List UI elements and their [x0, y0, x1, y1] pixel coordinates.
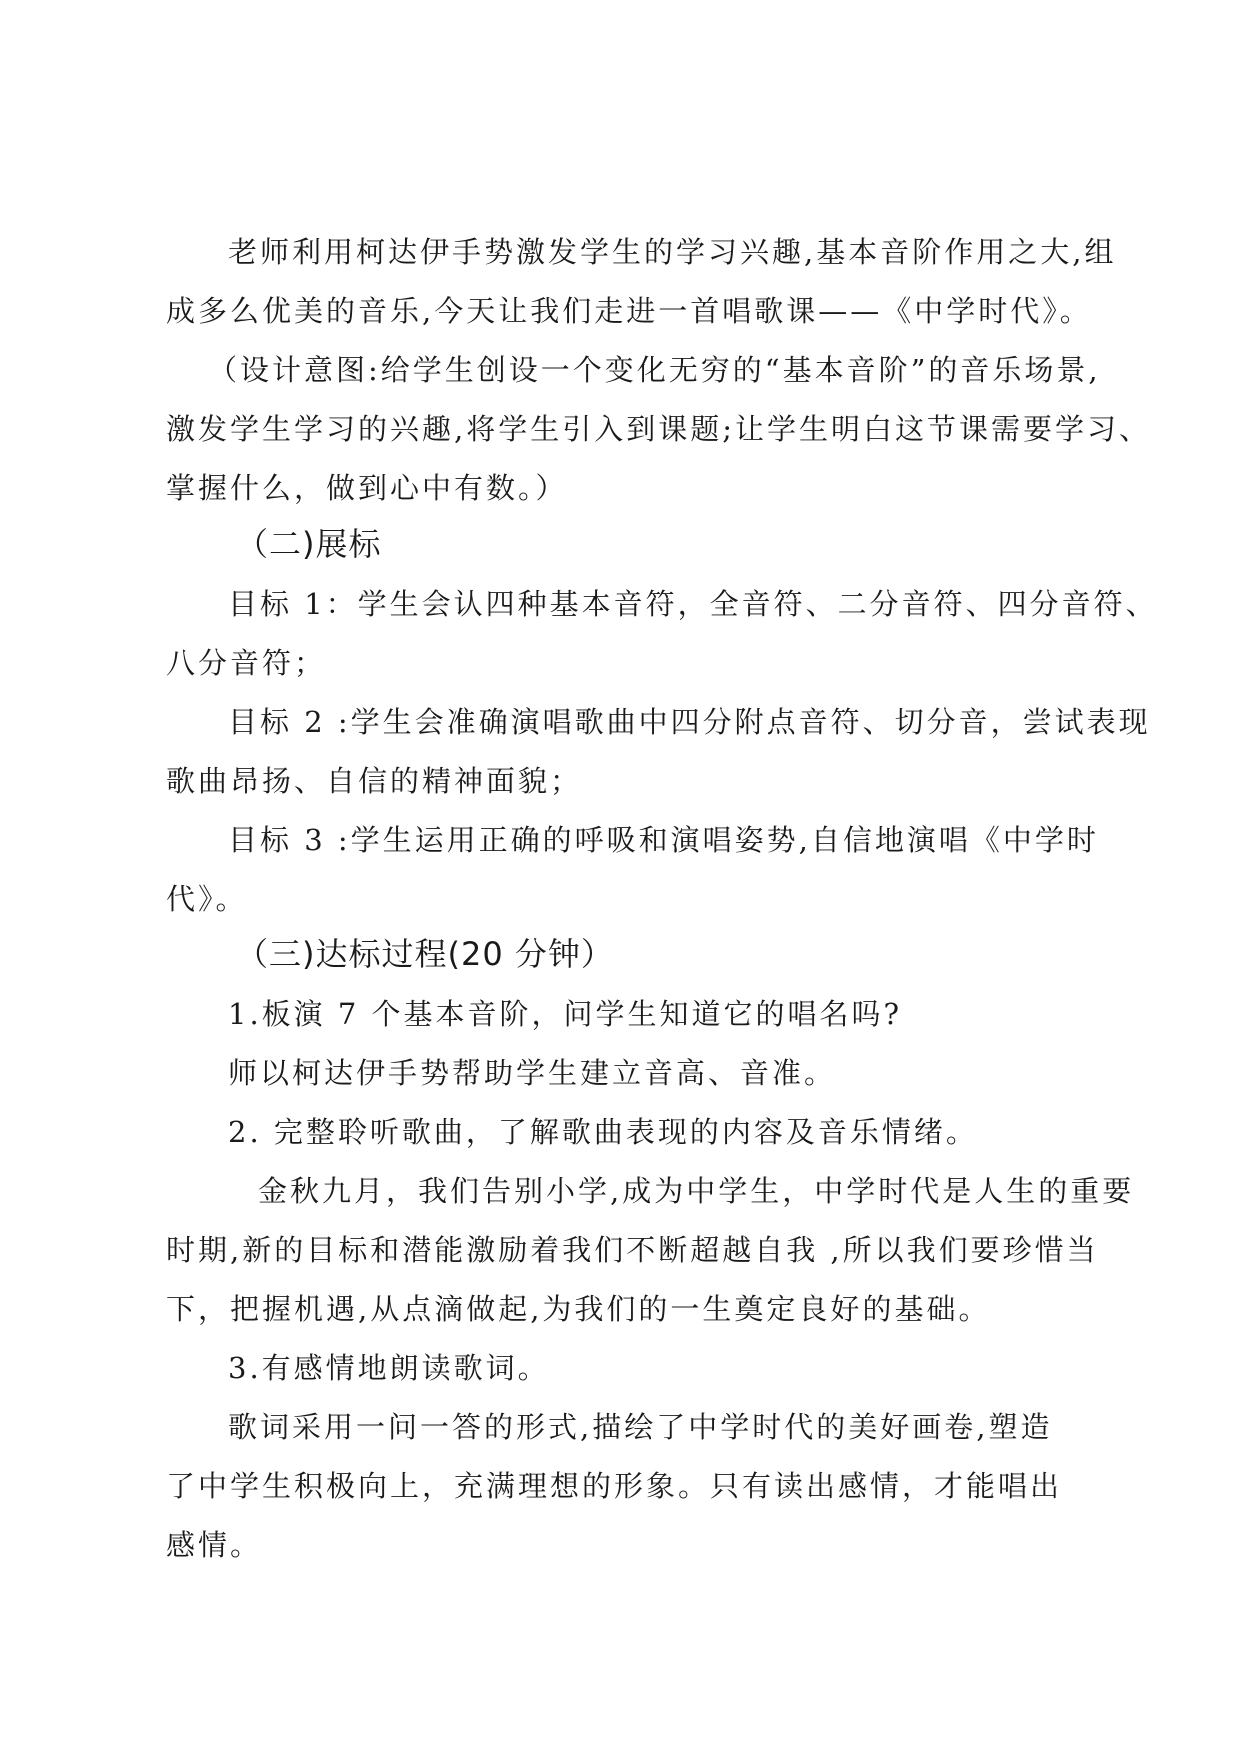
step-1-note: 师以柯达伊手势帮助学生建立音高、音准。	[228, 1056, 837, 1090]
paragraph-autumn-line-1: 金秋九月，我们告别小学,成为中学生，中学时代是人生的重要	[258, 1174, 1135, 1208]
section-heading-2: （二)展标	[236, 525, 382, 563]
goal-2-line-1: 目标 2 :学生会准确演唱歌曲中四分附点音符、切分音，尝试表现	[228, 705, 1151, 739]
paragraph-lyrics-line-2: 了中学生积极向上，充满理想的形象。只有读出感情，才能唱出	[166, 1469, 1063, 1503]
paragraph-autumn-line-3: 下，把握机遇,从点滴做起,为我们的一生奠定良好的基础。	[166, 1292, 991, 1326]
section-heading-3: （三)达标过程(20 分钟）	[236, 935, 614, 973]
goal-1-line-1: 目标 1：学生会认四种基本音符，全音符、二分音符、四分音符、	[228, 587, 1158, 621]
design-intent-line-1: （设计意图:给学生创设一个变化无穷的“基本音阶”的音乐场景,	[208, 353, 1101, 387]
paragraph-lyrics-line-1: 歌词采用一问一答的形式,描绘了中学时代的美好画卷,塑造	[228, 1410, 1053, 1444]
goal-1-line-2: 八分音符；	[166, 646, 327, 680]
paragraph-lyrics-line-3: 感情。	[166, 1528, 263, 1562]
goal-3-line-1: 目标 3 :学生运用正确的呼吸和演唱姿势,自信地演唱《中学时	[228, 823, 1099, 857]
goal-2-line-2: 歌曲昂扬、自信的精神面貌；	[166, 764, 583, 798]
paragraph-intro-line-2: 成多么优美的音乐,今天让我们走进一首唱歌课——《中学时代》。	[166, 294, 1092, 328]
step-2: 2. 完整聆听歌曲，了解歌曲表现的内容及音乐情绪。	[228, 1115, 978, 1149]
paragraph-autumn-line-2: 时期,新的目标和潜能激励着我们不断超越自我 ,所以我们要珍惜当	[166, 1233, 1099, 1267]
design-intent-line-3: 掌握什么，做到心中有数。）	[166, 471, 568, 505]
step-3: 3.有感情地朗读歌词。	[228, 1351, 550, 1385]
design-intent-line-2: 激发学生学习的兴趣,将学生引入到课题;让学生明白这节课需要学习、	[166, 412, 1151, 446]
paragraph-intro-line-1: 老师利用柯达伊手势激发学生的学习兴趣,基本音阶作用之大,组	[228, 235, 1117, 269]
goal-3-line-2: 代》。	[166, 882, 248, 916]
step-1: 1.板演 7 个基本音阶，问学生知道它的唱名吗?	[228, 997, 903, 1031]
